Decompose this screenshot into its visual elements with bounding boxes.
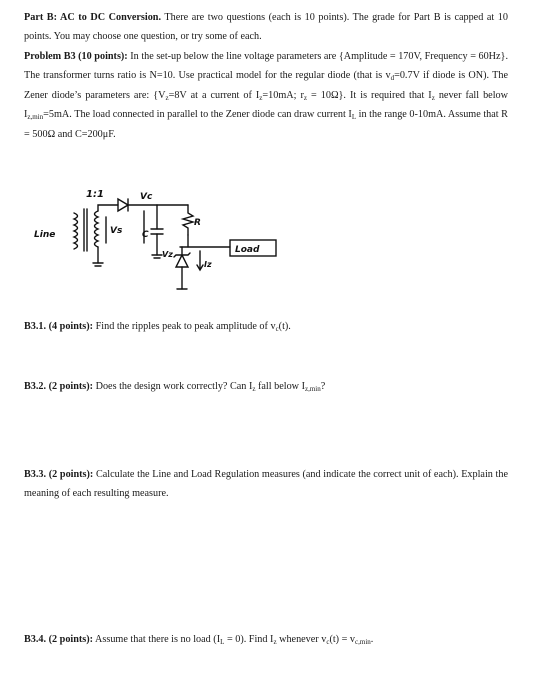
zener-diode <box>176 255 188 267</box>
part-b-intro <box>24 8 508 47</box>
transformer-secondary-coil <box>95 211 99 247</box>
question-text: (t). <box>278 321 291 332</box>
subscript: z,min <box>304 385 321 393</box>
question-text: = 0). Find I <box>224 634 274 645</box>
subscript: z,min <box>27 113 44 122</box>
problem-title: Problem B3 (10 points): <box>24 51 128 62</box>
question-label: B3.1. (4 points): <box>24 321 94 332</box>
question-text: . <box>370 634 374 645</box>
problem-text: =10mA; r <box>262 89 304 101</box>
part-description: There are two questions (each is 10 points). The grade for Part B is capped at 10 points. You may choose one question, or try some of each. <box>24 12 508 43</box>
vz-label: Vz <box>162 250 173 259</box>
capacitor-label: C <box>142 230 149 240</box>
question-label: B3.4. (2 points): <box>24 634 94 645</box>
question-b3-1 <box>24 317 508 336</box>
transformer-primary-coil <box>74 213 78 249</box>
subscript: z <box>303 93 307 102</box>
subscript: c <box>275 325 279 333</box>
question-text: (t) = v <box>329 634 356 645</box>
question-text: Assume that there is no load (I <box>93 634 221 645</box>
part-title: Part B: AC to DC Conversion. <box>24 12 162 23</box>
subscript: L <box>220 638 225 646</box>
load-label: Load <box>235 245 260 255</box>
subscript: z <box>252 385 256 393</box>
problem-statement <box>24 47 508 144</box>
turns-ratio-label: 1:1 <box>86 189 104 200</box>
question-label: B3.3. (2 points): <box>24 469 94 480</box>
problem-text: in the range 0-10mA. Assume that R = 500Ω and C=200μF. <box>24 109 508 140</box>
question-text: Find the ripples peak to peak amplitude of v <box>93 321 276 332</box>
question-text: fall below I <box>255 381 305 392</box>
problem-text: =5mA. The load connected in parallel to the Zener diode can draw current I <box>43 109 352 121</box>
subscript: c,min <box>355 638 371 646</box>
line-voltage-label: Line <box>34 230 56 240</box>
question-b3-3 <box>24 465 508 504</box>
question-text: Does the design work correctly? Can I <box>93 381 253 392</box>
subscript: z <box>165 93 169 102</box>
circuit-diagram <box>30 185 290 303</box>
vc-label: Vc <box>140 192 153 202</box>
question-b3-4 <box>24 630 508 649</box>
resistor <box>183 205 193 235</box>
subscript: z <box>259 93 263 102</box>
subscript: z <box>273 638 277 646</box>
question-b3-2 <box>24 377 508 396</box>
iz-label: Iz <box>204 260 212 269</box>
question-text: ? <box>320 381 326 392</box>
problem-text: In the set-up below the line voltage parameters are {Amplitude = 170V, Frequency = 60Hz}. The transformer turns ratio is N=10. Use practical model for the regular diode (that is v <box>24 51 508 82</box>
problem-text: never fall below I <box>24 89 508 121</box>
question-text: Calculate the Line and Load Regulation measures (and indicate the correct unit of each). Explain the meaning of each resulting measure. <box>24 469 508 500</box>
question-text: whenever v <box>276 634 327 645</box>
subscript: z <box>431 93 435 102</box>
subscript: c <box>326 638 330 646</box>
resistor-label: R <box>194 218 201 228</box>
problem-text: =0.7V if diode is ON). The Zener diode’s parameters are: {V <box>24 70 508 101</box>
problem-text: = 10Ω}. It is required that I <box>306 89 432 101</box>
problem-text: =8V at a current of I <box>168 89 260 101</box>
subscript: L <box>351 113 357 122</box>
subscript: d <box>390 74 395 83</box>
vs-label: Vs <box>110 226 123 236</box>
question-label: B3.2. (2 points): <box>24 381 94 392</box>
rectifier-diode <box>118 199 128 211</box>
